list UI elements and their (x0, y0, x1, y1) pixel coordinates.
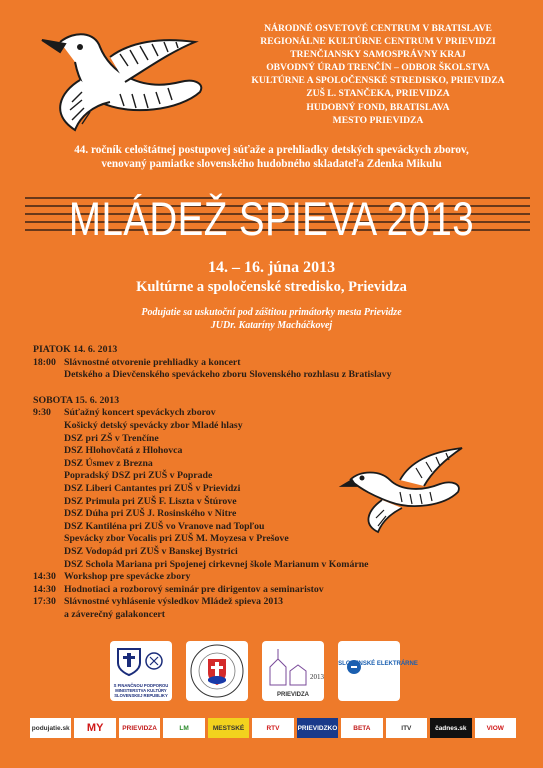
schedule-text: DSZ Liberi Cantantes pri ZUŠ v Prievidzi (64, 482, 241, 494)
church-tower-icon (262, 641, 324, 701)
organizer-line: ZUŠ L. STANČEKA, PRIEVIDZA (306, 88, 450, 100)
ministry-of-culture-logo (110, 641, 172, 701)
schedule-time (33, 420, 64, 433)
day-heading-saturday: SOBOTA 15. 6. 2013 (33, 394, 120, 406)
town-year: 2013 (310, 673, 324, 681)
schedule-row (33, 496, 473, 509)
schedule-text: DSZ Úsmev z Brezna (64, 457, 153, 469)
intro-line: venovaný pamiatke slovenského hudobného skladateľa Zdenka Mikulu (101, 157, 442, 170)
schedule-time (33, 609, 64, 622)
event-title: MLÁDEŽ SPIEVA 2013 (68, 192, 475, 245)
event-description (0, 144, 543, 171)
slovenske-elektrarne-logo (338, 641, 418, 701)
schedule-text: Slávnostné vyhlásenie výsledkov Mládež spieva 2013 (64, 596, 284, 608)
schedule-row (33, 559, 473, 572)
schedule-row (33, 433, 473, 446)
schedule-time (33, 496, 64, 509)
schedule-text: Hodnotiaci a rozborový seminár pre dirigentov a seminaristov (64, 583, 324, 595)
seal-icon (186, 641, 248, 701)
schedule-time (33, 521, 64, 534)
schedule-row (33, 420, 473, 433)
schedule-time (33, 533, 64, 546)
power-icon (338, 641, 418, 701)
schedule-time: 17:30 (33, 596, 56, 608)
schedule-row (33, 596, 473, 609)
schedule-row (33, 458, 473, 471)
organizer-line: MESTO PRIEVIDZA (332, 114, 424, 126)
organizer-line: REGIONÁLNE KULTÚRNE CENTRUM V PRIEVIDZI (260, 36, 496, 48)
sponsor-logo: PRIEVIDZA (119, 718, 160, 738)
schedule-text: DSZ Hlohovčatá z Hlohovca (64, 445, 183, 457)
schedule-row (33, 470, 473, 483)
schedule-time (33, 559, 64, 572)
sponsor-logo: BETA (341, 718, 382, 738)
schedule-text: Workshop pre spevácke zbory (64, 571, 191, 583)
schedule-text: Slávnostné otvorenie prehliadky a koncert (64, 356, 241, 368)
town-name: PRIEVIDZA (276, 692, 310, 698)
schedule-row (33, 521, 473, 534)
schedule-text: Detského a Dievčenského speváckeho zboru Slovenského rozhlasu z Bratislavy (64, 369, 392, 381)
schedule-time: 14:30 (33, 571, 56, 583)
schedule-time (33, 483, 64, 496)
sponsor-logo: ITV (386, 718, 427, 738)
sponsor-logo: čadnes.sk (430, 718, 471, 738)
schedule-time: 14:30 (33, 583, 56, 595)
schedule-row (33, 369, 473, 382)
event-venue: Kultúrne a spoločenské stredisko, Prievidza (136, 279, 407, 295)
schedule-row (33, 508, 473, 521)
schedule-text: DSZ Vodopád pri ZUŠ v Banskej Bystrici (64, 545, 238, 557)
schedule-text: DSZ Schola Mariana pri Spojenej cirkevnej škole Marianum v Komárne (64, 558, 369, 570)
organizers-list (233, 22, 523, 127)
ministry-caption: S FINANČNOU PODPOROU MINISTERSTVA KULTÚRY SLOVENSKEJ REPUBLIKY (113, 683, 169, 698)
schedule-text: Súťažný koncert speváckych zborov (64, 407, 216, 419)
schedule-row (33, 571, 473, 584)
patronage-note (0, 306, 543, 332)
schedule-time (33, 508, 64, 521)
organizer-line: NÁRODNÉ OSVETOVÉ CENTRUM V BRATISLAVE (264, 23, 492, 34)
prievidza-town-logo (262, 641, 324, 701)
sponsor-logo: PRIEVIDZKO (297, 718, 338, 738)
program-schedule (33, 344, 473, 621)
organizer-line: TRENČIANSKY SAMOSPRÁVNY KRAJ (290, 49, 466, 61)
organizer-line: OBVODNÝ ÚRAD TRENČÍN – ODBOR ŠKOLSTVA (266, 62, 490, 74)
schedule-text: Popradský DSZ pri ZUŠ v Poprade (64, 470, 213, 482)
schedule-time: 9:30 (33, 407, 51, 419)
patron-line: JUDr. Kataríny Macháčkovej (210, 320, 333, 331)
schedule-row (33, 546, 473, 559)
schedule-text: a záverečný galakoncert (64, 608, 166, 620)
sponsor-logo: LM (163, 718, 204, 738)
schedule-text: DSZ Primula pri ZUŠ F. Liszta v Štúrove (64, 495, 237, 507)
schedule-row (33, 533, 473, 546)
schedule-time (33, 433, 64, 446)
partner-logos (110, 640, 450, 702)
schedule-row (33, 609, 473, 622)
day-heading-friday: PIATOK 14. 6. 2013 (33, 344, 118, 355)
schedule-row (33, 357, 473, 370)
schedule-time (33, 546, 64, 559)
media-sponsors-bar (30, 718, 516, 738)
sponsor-logo: podujatie.sk (30, 718, 71, 738)
academy-seal-logo (186, 641, 248, 701)
bird-illustration-top (20, 22, 210, 137)
sponsor-logo: RTV (252, 718, 293, 738)
schedule-row (33, 407, 473, 420)
patron-line: Podujatie sa uskutoční pod záštitou primátorky mesta Prievidze (141, 307, 402, 318)
schedule-text: Spevácky zbor Vocalis pri ZUŠ M. Moyzesa v Prešove (64, 533, 289, 545)
schedule-text: Košický detský spevácky zbor Mladé hlasy (64, 419, 243, 431)
sponsor-logo: MY (74, 718, 115, 738)
schedule-time (33, 458, 64, 471)
event-dates: 14. – 16. júna 2013 (207, 259, 336, 276)
intro-line: 44. ročník celoštátnej postupovej súťaže a prehliadky detských speváckych zborov, (74, 144, 469, 156)
schedule-row (33, 445, 473, 458)
schedule-time (33, 369, 64, 382)
schedule-text: DSZ Kantiléna pri ZUŠ vo Vranove nad Topľou (64, 520, 265, 532)
organizer-line: HUDOBNÝ FOND, BRATISLAVA (306, 101, 450, 113)
sponsor-logo: VIOW (475, 718, 516, 738)
coat-of-arms-icon (110, 641, 172, 681)
schedule-row (33, 483, 473, 496)
schedule-time (33, 445, 64, 458)
energy-company-name: SLOVENSKÉ ELEKTRÁRNE (338, 661, 418, 667)
schedule-text: DSZ pri ZŠ v Trenčíne (64, 432, 159, 444)
organizer-line: KULTÚRNE A SPOLOČENSKÉ STREDISKO, PRIEVIDZA (251, 75, 505, 87)
sponsor-logo: MESTSKÉ (208, 718, 249, 738)
schedule-text: DSZ Dúha pri ZUŠ J. Rosinského v Nitre (64, 508, 237, 520)
schedule-time: 18:00 (33, 356, 56, 368)
schedule-row (33, 584, 473, 597)
schedule-time (33, 470, 64, 483)
